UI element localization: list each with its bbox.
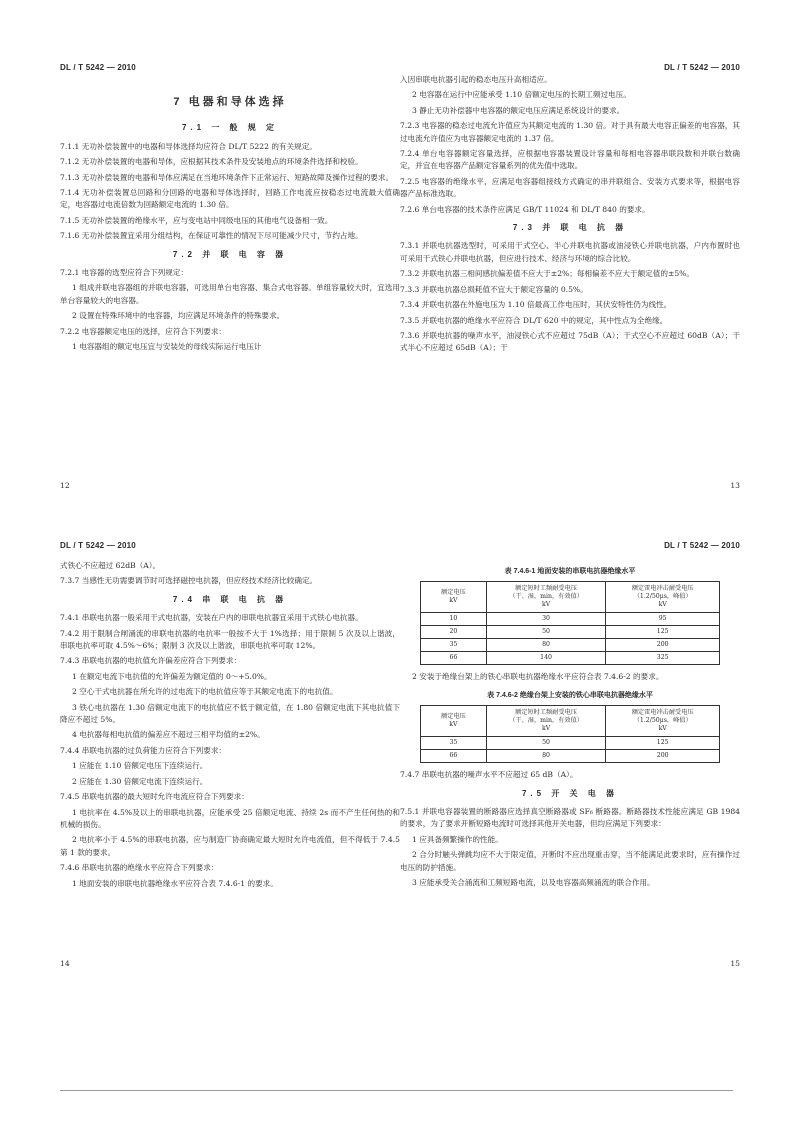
page-number: 12: [60, 480, 70, 490]
page-header: DL / T 5242 — 2010: [60, 63, 136, 72]
table-header: 额定短时工频耐受电压 （干、湿，min，有效值） kV: [486, 706, 606, 737]
table-cell: 200: [606, 750, 720, 763]
table-header: 额定电压 kV: [421, 706, 487, 737]
clause-item: 3 铁心电抗器在 1.30 倍额定电流下的电抗值应不低于额定值，在 1.80 倍额定电流下其电抗值下降应不超过 5%。: [60, 702, 400, 725]
page-12: [60, 62, 400, 492]
section-heading-7-2: 7.2 并 联 电 容 器: [172, 249, 288, 259]
clause-continued: 式铁心不应超过 62dB（A）。: [60, 561, 161, 570]
page-14: [60, 540, 400, 970]
table-cell: 140: [486, 652, 606, 665]
page-number: 15: [730, 958, 740, 968]
clause-item: 1 在额定电流下电抗值的允许偏差为额定值的 0～+5.0%。: [72, 671, 272, 681]
table-cell: 50: [486, 737, 606, 750]
clause: 7.4.6 串联电抗器的绝缘水平应符合下列要求：: [60, 863, 219, 873]
page-header: DL / T 5242 — 2010: [60, 541, 136, 550]
table-cell: 125: [606, 626, 720, 639]
clause-continued: 入因串联电抗器引起的稳态电压升高相适应。: [400, 75, 552, 84]
chapter-title: 7 电器和导体选择: [173, 96, 287, 108]
clause-item: 1 组成并联电容器组的并联电容器，可选用单台电容器、集合式电容器。单组容量较大时，宜选用单台容量较大的电容器。: [60, 283, 400, 305]
table-cell: 35: [421, 737, 487, 750]
table-header: 额定电压 kV: [421, 582, 487, 613]
clause: 7.2.3 电容器的稳态过电流允许值应为其额定电流的 1.30 倍。对于具有最大电容正偏差的电容器，其过电流允许值应为电容器额定电流的 1.37 倍。: [400, 121, 740, 143]
section-heading-7-4: 7.4 串 联 电 抗 器: [172, 594, 288, 604]
page-header: DL / T 5242 — 2010: [664, 541, 740, 550]
table-cell: 125: [606, 737, 720, 750]
table-header: 额定短时工频耐受电压 （干、湿，min，有效值） kV: [486, 582, 606, 613]
table-cell: 30: [486, 613, 606, 626]
table-cell: 95: [606, 613, 720, 626]
table-caption: 表 7.4.6-2 绝缘台架上安装的铁心串联电抗器绝缘水平: [487, 691, 653, 699]
clause: 7.2.4 单台电容器额定容量选择，应根据电容器装置设计容量和每相电容器串联段数和并联台数确定，并宜在电容器产品额定容量系列的优先值中选取。: [400, 149, 740, 171]
page-13: [400, 62, 740, 492]
table-header: 额定雷电冲击耐受电压 （1.2/50μs，峰值） kV: [606, 706, 720, 737]
bottom-divider: [60, 1090, 733, 1091]
page-number: 14: [60, 958, 70, 968]
section-heading-7-3: 7.3 并 联 电 抗 器: [512, 223, 628, 233]
page-15: [400, 540, 740, 970]
clause: 7.4.5 串联电抗器的最大短时允许电流应符合下列要求：: [60, 792, 249, 802]
clause-item: 2 安装于绝缘台架上的铁心串联电抗器绝缘水平应符合表 7.4.6-2 的要求。: [412, 672, 664, 682]
clause: 7.3.6 并联电抗器的噪声水平，油浸铁心式不应超过 75dB（A）；干式空心不应超过 60dB（A）；干式半心不应超过 65dB（A）；干: [400, 330, 740, 353]
table-cell: 50: [486, 626, 606, 639]
clause: 7.3.3 并联电抗器总损耗值不宜大于额定容量的 0.5%。: [400, 284, 588, 294]
clause-item: 2 合分时触头弹跳均应不大于限定值，开断时不应出现重击穿，当不能满足此要求时，应有操作过电压的防护措施。: [400, 850, 740, 872]
clause: 7.2.6 单台电容器的技术条件应满足 GB/T 11024 和 DL/T 840 的要求。: [400, 204, 650, 214]
table-row: [421, 750, 720, 763]
clause: 7.3.1 并联电抗器选型时，可采用干式空心、半心并联电抗器或油浸铁心并联电抗器，户内布置时也可采用干式铁心并联电抗器，但应进行技术、经济与环境的综合比较。: [400, 241, 740, 263]
table-row: [421, 737, 720, 750]
table-cell: 35: [421, 639, 487, 652]
clause-item: 2 设置在特殊环境中的电容器，均应满足环境条件的特殊要求。: [72, 311, 285, 321]
table-cell: 80: [486, 639, 606, 652]
insulation-table-1: [420, 581, 720, 665]
table-row: [421, 652, 720, 665]
clause: 7.2.1 电容器的选型应符合下列规定：: [60, 268, 189, 278]
table-header: 额定雷电冲击耐受电压 （1.2/50μs，峰值） kV: [606, 582, 720, 613]
table-row: [421, 639, 720, 652]
clause: 7.1.1 无功补偿装置中的电器和导体选择均应符合 DL/T 5222 的有关规定。: [60, 141, 317, 151]
table-cell: 10: [421, 613, 487, 626]
clause: 7.4.2 用于限制合闸涌流的串联电抗器的电抗率一般按不大于 1%选择；用于限制 5 次及以上谐波，串联电抗率可取 4.5%～6%；限制 3 次及以上谐波，串联电抗率可取 12%。: [60, 628, 400, 651]
table-row: [421, 613, 720, 626]
clause-item: 3 静止无功补偿器中电容器的额定电压应满足系统设计的要求。: [412, 105, 625, 115]
table-cell: 80: [486, 750, 606, 763]
clause: 7.1.3 无功补偿装置的电器和导体应满足在当地环境条件下正常运行、短路故障及操作过程的要求。: [60, 172, 394, 182]
table-cell: 20: [421, 626, 487, 639]
clause: 7.2.5 电容器的绝缘水平，应满足电容器组接线方式确定的串并联组合、安装方式要求等，根据电容器产品标准选取。: [400, 176, 740, 199]
table-cell: 66: [421, 750, 487, 763]
page-header: DL / T 5242 — 2010: [664, 63, 740, 72]
insulation-table-2: [420, 705, 720, 763]
clause-item: 1 地面安装的串联电抗器绝缘水平应符合表 7.4.6-1 的要求。: [72, 878, 278, 888]
clause-item: 1 电抗率在 4.5%及以上的串联电抗器，应能承受 25 倍额定电流、持续 2s 而不产生任何热的和机械的损伤。: [60, 807, 400, 829]
clause: 7.1.6 无功补偿装置宜采用分组结构，在保证可靠性的情况下尽可能减少尺寸，节约占地。: [60, 231, 363, 241]
page-number: 13: [730, 480, 740, 490]
clause-item: 3 应能承受关合涌流和工频短路电流，以及电容器高频涌流的联合作用。: [412, 878, 655, 888]
clause-item: 2 电容器在运行中应能承受 1.10 倍额定电压的长期工频过电压。: [412, 90, 631, 100]
clause-item: 2 电抗率小于 4.5%的串联电抗器，应与制造厂协商确定最大短时允许电流值，但不得低于 7.4.5 第 1 款的要求。: [60, 835, 400, 857]
clause: 7.3.7 当感性无功需要调节时可选择磁控电抗器，但应经技术经济比较确定。: [60, 576, 318, 586]
clause-item: 1 应具备频繁操作的性能。: [412, 834, 503, 844]
clause: 7.4.3 串联电抗器的电抗值允许偏差应符合下列要求：: [60, 656, 242, 666]
clause-item: 2 空心干式电抗器在所允许的过电流下的电抗值应等于其额定电流下的电抗值。: [72, 687, 338, 697]
clause: 7.4.7 串联电抗器的噪声水平不应超过 65 dB（A）。: [400, 770, 578, 780]
clause: 7.4.4 串联电抗器的过负荷能力应符合下列要求：: [60, 745, 227, 755]
clause-item: 1 应能在 1.10 倍额定电压下连续运行。: [72, 761, 208, 771]
clause: 7.2.2 电容器额定电压的选择，应符合下列要求：: [60, 326, 227, 336]
clause: 7.1.5 无功补偿装置的绝缘水平，应与变电站中同级电压的其他电气设备相一致。: [60, 215, 333, 225]
table-cell: 325: [606, 652, 720, 665]
clause: 7.4.1 串联电抗器一般采用干式电抗器，安装在户内的串联电抗器宜采用干式铁心电抗器。: [60, 613, 363, 623]
table-cell: 66: [421, 652, 487, 665]
table-cell: 200: [606, 639, 720, 652]
clause: 7.5.1 并联电容器装置的断路器应选择真空断路器或 SF₆ 断路器。断路器技术性能应满足 GB 1984 的要求，为了要求开断短路电流时可选择其他开关电器，但均应满足下列要求：: [400, 807, 740, 829]
clause-item: 4 电抗器每相电抗值的偏差应不超过三相平均值的±2%。: [72, 730, 265, 740]
table-row: [421, 626, 720, 639]
clause-item: 2 应能在 1.30 倍额定电流下连续运行。: [72, 776, 208, 786]
clause: 7.1.4 无功补偿装置总回路和分回路的电器和导体选择时，回路工作电流应按稳态过电流最大值确定，电容器过电流倍数为回路额定电流的 1.30 倍。: [60, 188, 400, 210]
clause: 7.3.4 并联电抗器在外施电压为 1.10 倍最高工作电压时，其伏安特性仍为线性。: [400, 300, 672, 310]
clause: 7.3.2 并联电抗器三相间感抗偏差值不应大于±2%；每相偏差不应大于额定值的±5%。: [400, 269, 694, 279]
clause: 7.1.2 无功补偿装置的电器和导体，应根据其技术条件及安装地点的环境条件选择和校验。: [60, 157, 363, 167]
table-caption: 表 7.4.6-1 地面安装的串联电抗器绝缘水平: [504, 568, 636, 575]
clause: 7.3.5 并联电抗器的绝缘水平应符合 DL/T 620 中的规定，其中性点为全绝缘。: [400, 315, 668, 325]
section-heading-7-5: 7.5 开 关 电 器: [521, 788, 618, 798]
section-heading-7-1: 7.1 一 般 规 定: [181, 123, 278, 133]
clause-item: 1 电容器组的额定电压宜与安装处的母线实际运行电压计: [72, 342, 262, 352]
